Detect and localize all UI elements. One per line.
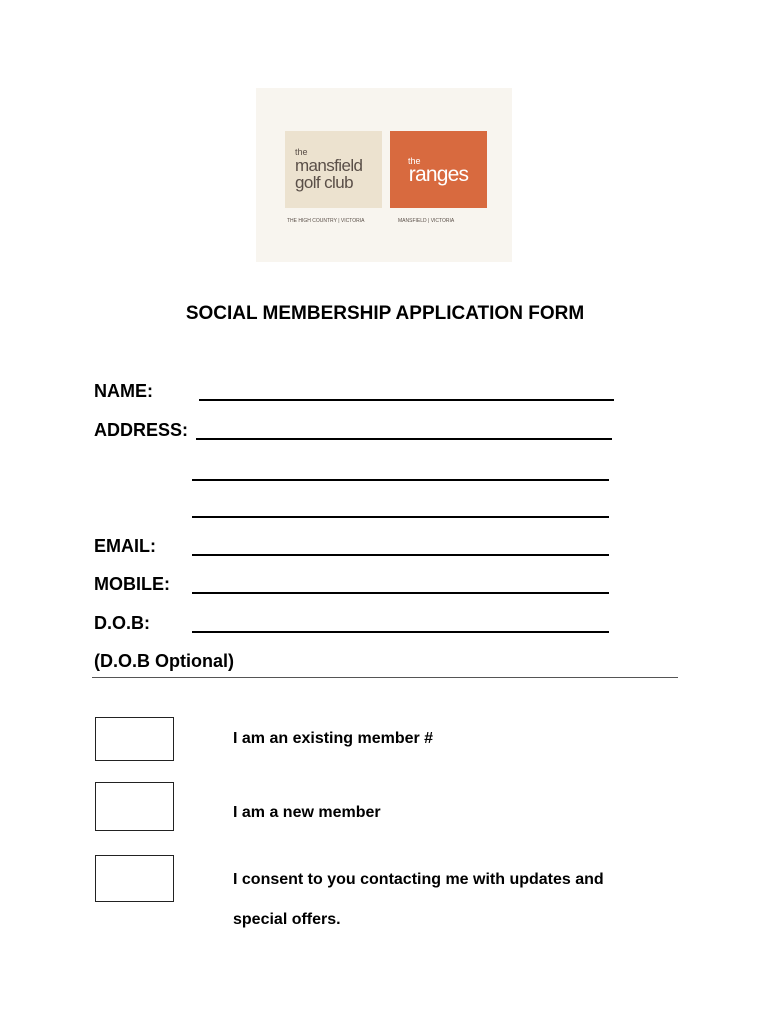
address-field-line-2[interactable] <box>192 479 609 481</box>
mobile-label: MOBILE: <box>94 574 170 594</box>
ranges-logo-caption: MANSFIELD | VICTORIA <box>398 218 455 224</box>
dob-field[interactable] <box>192 631 609 633</box>
email-label: EMAIL: <box>94 536 156 556</box>
mansfield-logo-caption: THE HIGH COUNTRY | VICTORIA <box>287 218 365 224</box>
section-divider <box>92 677 678 678</box>
name-field[interactable] <box>199 399 614 401</box>
dob-optional-note: (D.O.B Optional) <box>94 651 234 671</box>
mansfield-logo-line2: golf club <box>295 173 353 192</box>
dob-label: D.O.B: <box>94 613 150 633</box>
ranges-logo-name: ranges <box>408 162 469 186</box>
name-label: NAME: <box>94 381 153 401</box>
existing-member-label: I am an existing member # <box>233 730 434 747</box>
existing-member-checkbox[interactable] <box>95 717 174 761</box>
mansfield-golf-club-logo <box>285 131 382 208</box>
club-logos <box>256 88 512 262</box>
address-field-line-3[interactable] <box>192 516 609 518</box>
mansfield-logo-line1: mansfield <box>295 156 363 175</box>
new-member-label: I am a new member <box>233 804 381 821</box>
consent-label-line-1: I consent to you contacting me with updates and <box>233 871 604 888</box>
consent-label-line-2: special offers. <box>233 911 341 928</box>
form-title: SOCIAL MEMBERSHIP APPLICATION FORM <box>185 303 585 324</box>
mansfield-logo-the: the <box>295 147 308 157</box>
the-ranges-logo <box>390 131 487 208</box>
email-field[interactable] <box>192 554 609 556</box>
mobile-field[interactable] <box>192 592 609 594</box>
consent-checkbox[interactable] <box>95 855 174 902</box>
new-member-checkbox[interactable] <box>95 782 174 831</box>
address-label: ADDRESS: <box>94 420 189 440</box>
address-field-line-1[interactable] <box>196 438 612 440</box>
ranges-logo-the: the <box>408 155 421 166</box>
